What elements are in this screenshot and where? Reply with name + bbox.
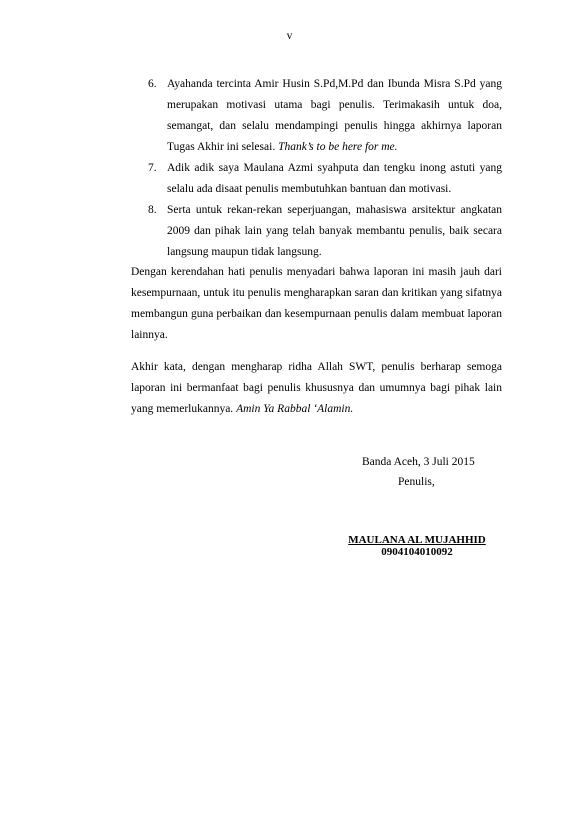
paragraph-humility: Dengan kerendahan hati penulis menyadari bahwa laporan ini masih jauh dari kesempurnaan, untuk itu penulis mengharapkan saran dan kritikan yang sifatnya membangun guna perbaikan dan kesempurnaan penulis dalam membuat laporan lainnya.: [131, 266, 502, 341]
list-item-text: [167, 74, 502, 158]
list-item-number: 6.: [148, 78, 157, 90]
list-item-body: Ayahanda tercinta Amir Husin S.Pd,M.Pd dan Ibunda Misra S.Pd yang merupakan motivasi utama bagi penulis. Terimakasih untuk doa, semangat, dan selalu mendampingi penulis hingga akhirnya laporan Tugas Akhir ini selesai.: [167, 78, 502, 153]
list-item-number: 7.: [148, 162, 157, 174]
signature-id: 0904104010092: [381, 546, 453, 558]
list-item: [148, 158, 502, 200]
list-item: [148, 200, 502, 263]
signature-role: Penulis,: [398, 476, 435, 488]
list-item-number: 8.: [148, 204, 157, 216]
list-item: [148, 74, 502, 158]
paragraph-closing: [131, 357, 502, 420]
list-item-italic: Thank’s to be here for me.: [278, 141, 398, 153]
signature-place-date: Banda Aceh, 3 Juli 2015: [362, 456, 475, 468]
page-number: v: [286, 30, 293, 42]
paragraph-closing-italic: Amin Ya Rabbal ‘Alamin.: [236, 403, 354, 415]
signature-name: MAULANA AL MUJAHHID: [348, 534, 486, 546]
list-item-text: Serta untuk rekan-rekan seperjuangan, mahasiswa arsitektur angkatan 2009 dan pihak lain yang telah banyak membantu penulis, baik secara langsung maupun tidak langsung.: [167, 204, 502, 258]
acknowledgement-list: [148, 74, 502, 263]
paragraph-closing-text: Akhir kata, dengan mengharap ridha Allah SWT, penulis berharap semoga laporan ini bermanfaat bagi penulis khususnya dan umumnya bagi pihak lain yang memerlukannya.: [131, 361, 502, 415]
list-item-text: Adik adik saya Maulana Azmi syahputa dan tengku inong astuti yang selalu ada disaat penulis membutuhkan bantuan dan motivasi.: [167, 162, 502, 195]
